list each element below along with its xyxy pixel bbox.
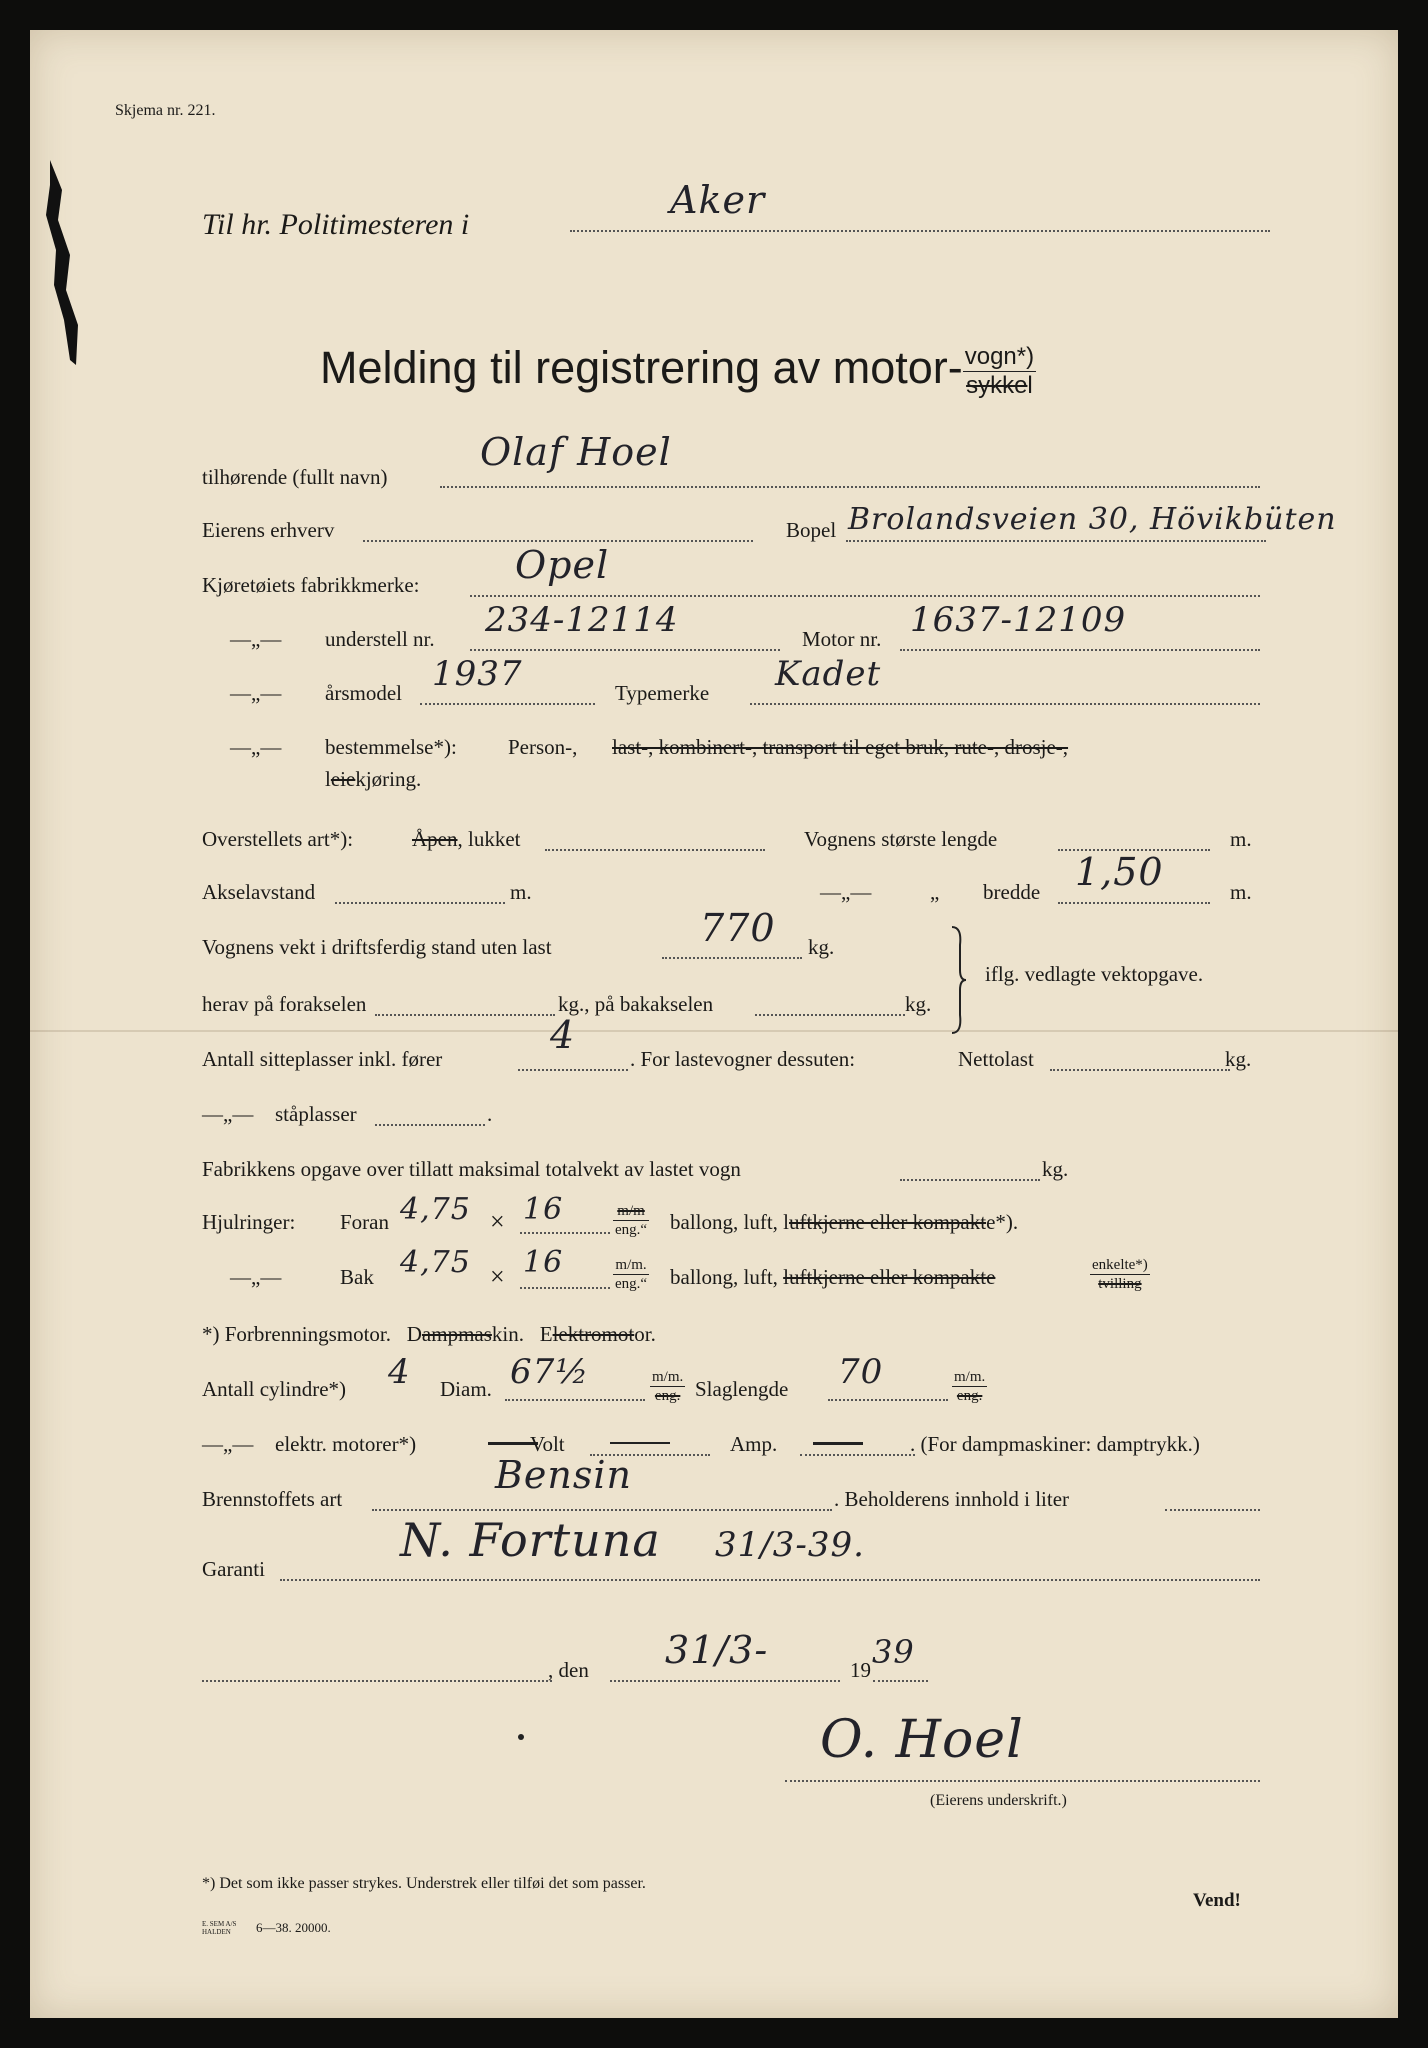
address-value: Brolandsveien 30, Hövikbüten xyxy=(848,502,1337,537)
form-number: Skjema nr. 221. xyxy=(115,102,216,119)
printer-mark: E. SEM A/S HALDEN xyxy=(202,1920,237,1936)
max-weight-label: Fabrikkens opgave over tillatt maksimal totalvekt av lastet vogn xyxy=(202,1157,741,1181)
width-label: bredde xyxy=(983,880,1041,904)
ditto-mark: —„— xyxy=(202,1432,254,1456)
type-label: Typemerke xyxy=(615,681,710,705)
amp-label: Amp. xyxy=(730,1432,778,1456)
fuel-label: Brennstoffets art xyxy=(202,1487,343,1511)
body-value: Åpen, lukket xyxy=(412,827,521,851)
wheelbase-label: Akselavstand xyxy=(202,880,316,904)
guarantee-date: 31/3-39. xyxy=(715,1525,865,1565)
body-label: Overstellets art*): xyxy=(202,827,354,851)
cylinders-label: Antall cylindre*) xyxy=(202,1377,347,1401)
ditto-mark: —„— xyxy=(202,1102,254,1126)
wheels-front-dim: 16 xyxy=(523,1192,564,1227)
purpose-label: bestemmelse*): xyxy=(325,735,457,759)
unit-kg: kg. xyxy=(808,935,835,959)
owner-name-value: Olaf Hoel xyxy=(480,430,672,474)
standing-label: ståplasser xyxy=(275,1102,357,1126)
seats-value: 4 xyxy=(550,1013,576,1057)
weight-note: iflg. vedlagte vektopgave. xyxy=(985,962,1204,986)
length-label: Vognens største lengde xyxy=(804,827,998,851)
purpose-line2: leiekjøring. xyxy=(325,767,422,791)
ditto-mark: —„— xyxy=(230,681,282,705)
addressee-label: Til hr. Politimesteren i xyxy=(202,208,470,241)
wheels-front-size: 4,75 xyxy=(400,1192,471,1227)
fold-line xyxy=(30,1030,1398,1032)
times-sign: × xyxy=(490,1207,505,1236)
wheels-front-label: Foran xyxy=(340,1210,389,1234)
form-sheet xyxy=(30,30,1398,2018)
owner-signature: O. Hoel xyxy=(820,1710,1024,1770)
width-value: 1,50 xyxy=(1075,850,1164,894)
make-label: Kjøretøiets fabrikkmerke: xyxy=(202,573,420,597)
unit-fraction-diam: $\frac{m/m.}{\text{eng.}}$ xyxy=(652,1369,684,1404)
unit-m: m. xyxy=(510,880,532,904)
wheels-rear-label: Bak xyxy=(340,1265,374,1289)
stroke-label: Slaglengde xyxy=(695,1377,789,1401)
print-info: 6—38. 20000. xyxy=(256,1920,331,1935)
unit-kg: kg. xyxy=(905,992,932,1016)
year-hand: 39 xyxy=(872,1633,915,1671)
ditto-quote: „ xyxy=(930,880,940,904)
turn-over-note: Vend! xyxy=(1193,1890,1241,1911)
volt-label: Volt xyxy=(530,1432,565,1456)
unit-m: m. xyxy=(1230,880,1252,904)
date-value: 31/3- xyxy=(665,1628,769,1672)
front-axle-label: herav på forakselen xyxy=(202,992,367,1016)
title-fraction: $\frac{\text{vogn*)}}{\text{sykkel}}$ xyxy=(964,342,1035,399)
times-sign: × xyxy=(490,1262,505,1291)
ink-stain-mark xyxy=(40,160,90,370)
ditto-mark: —„— xyxy=(820,880,872,904)
ditto-mark: —„— xyxy=(230,1265,282,1289)
wheels-rear-dim: 16 xyxy=(523,1245,564,1280)
guarantee-label: Garanti xyxy=(202,1557,265,1581)
wheels-label: Hjulringer: xyxy=(202,1210,296,1234)
punctuation: . xyxy=(487,1102,493,1126)
make-value: Opel xyxy=(515,543,610,587)
owner-name-label: tilhørende (fullt navn) xyxy=(202,465,388,489)
form-title xyxy=(320,342,1036,400)
weight-label: Vognens vekt i driftsferdig stand uten last xyxy=(202,935,552,959)
stroke-value: 70 xyxy=(838,1352,884,1392)
steam-pressure-note: . (For dampmaskiner: damptrykk.) xyxy=(910,1432,1200,1456)
fuel-value: Bensin xyxy=(495,1453,633,1497)
single-twin-fraction: $\frac{\text{enkelte*)}}{\text{tvilling}}$ xyxy=(1092,1257,1148,1292)
net-load-label: Nettolast xyxy=(958,1047,1034,1071)
brace-icon xyxy=(948,925,968,1035)
purpose-struck: last-, kombinert-, transport til eget bruk, rute-, drosje-, xyxy=(612,735,1069,759)
unit-kg: kg. xyxy=(1225,1047,1252,1071)
weight-value: 770 xyxy=(700,906,776,950)
occupation-label: Eierens erhverv xyxy=(202,518,335,542)
tank-label: . Beholderens innhold i liter xyxy=(834,1487,1070,1511)
cargo-label: . For lastevogner dessuten: xyxy=(630,1047,856,1071)
chassis-label: understell nr. xyxy=(325,627,435,651)
ditto-mark: —„— xyxy=(230,627,282,651)
unit-fraction-front: $\frac{m/m}{\text{eng.“}}$ xyxy=(615,1203,648,1238)
date-den-label: , den xyxy=(548,1658,589,1682)
unit-kg: kg. xyxy=(1042,1157,1069,1181)
signature-caption: (Eierens underskrift.) xyxy=(930,1792,1067,1809)
diameter-value: 67½ xyxy=(510,1352,590,1392)
footer-note: *) Det som ikke passer strykes. Understrek eller tilføi det som passer. xyxy=(202,1875,646,1892)
diameter-label: Diam. xyxy=(440,1377,492,1401)
wheels-rear-size: 4,75 xyxy=(400,1245,471,1280)
model-year-label: årsmodel xyxy=(325,681,402,705)
wheels-front-type: ballong, luft, luftkjerne eller kompakte*). xyxy=(670,1210,1019,1234)
chassis-value: 234-12114 xyxy=(485,600,679,640)
engine-type-line: *) Forbrenningsmotor. Dampmaskin. Elektromotor. xyxy=(202,1322,656,1346)
address-label: Bopel xyxy=(786,518,837,542)
wheels-rear-type: ballong, luft, luftkjerne eller kompakte xyxy=(670,1265,996,1289)
type-value: Kadet xyxy=(775,654,882,694)
ditto-mark: —„— xyxy=(230,735,282,759)
guarantee-value: N. Fortuna xyxy=(400,1513,661,1567)
rear-axle-label: kg., på bakakselen xyxy=(558,992,714,1016)
cylinders-value: 4 xyxy=(388,1352,411,1392)
title-main: Melding til registrering av motor- xyxy=(320,342,963,393)
seats-label: Antall sitteplasser inkl. fører xyxy=(202,1047,443,1071)
year-print: 19 xyxy=(850,1658,871,1682)
engine-number-value: 1637-12109 xyxy=(910,600,1127,640)
model-year-value: 1937 xyxy=(432,654,523,694)
electric-label: elektr. motorer*) xyxy=(275,1432,417,1456)
engine-number-label: Motor nr. xyxy=(802,627,882,651)
addressee-value: Aker xyxy=(670,178,766,222)
unit-m: m. xyxy=(1230,827,1252,851)
purpose-person: Person-, xyxy=(508,735,578,759)
unit-fraction-rear: $\frac{m/m.}{\text{eng.“}}$ xyxy=(615,1257,648,1292)
unit-fraction-stroke: $\frac{m/m.}{\text{eng.}}$ xyxy=(954,1369,986,1404)
